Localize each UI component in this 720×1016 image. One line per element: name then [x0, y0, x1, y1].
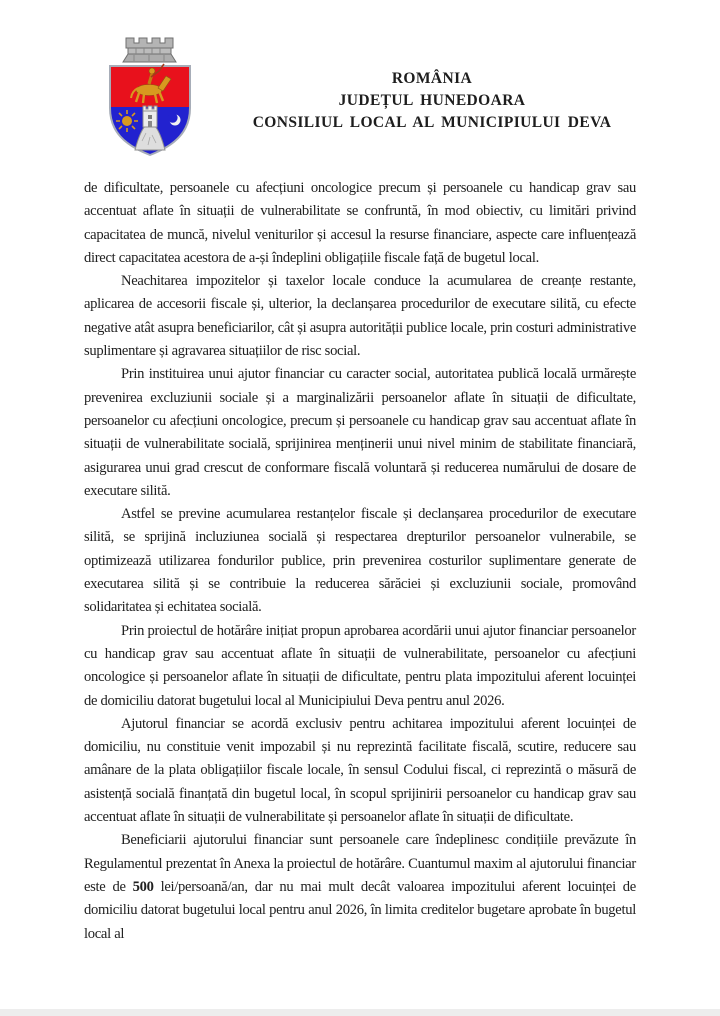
paragraph-text: Beneficiarii ajutorului financiar sunt persoanele care îndeplinesc condițiile prevăzute în Regulamentul prezentat în Anexa la proiectul de hotărâre. Cuantumul maxim al ajutorului financiar este de [84, 832, 636, 895]
deva-coat-of-arms [104, 33, 196, 160]
header-county: JUDEȚUL HUNEDOARA [338, 92, 526, 109]
amount-value: 500 [132, 878, 154, 895]
paragraph: Prin instituirea unui ajutor financiar cu caracter social, autoritatea publică locală urmărește prevenirea excluziunii sociale și a marginalizării persoanelor aflate în situații de dificultate, persoanelor cu afecțiuni oncologice, precum și persoanele cu handicap grav sau accentuat aflate în situații de vulnerabilitate socială, sprijinirea menținerii unui nivel minim de stabilitate financiară, asigurarea unui grad crescut de conformare fiscală voluntară și reducerea numărului de dosare de executare silită. [84, 366, 636, 499]
paragraph [84, 829, 636, 945]
paragraph: Prin proiectul de hotărâre inițiat propun aprobarea acordării unui ajutor financiar persoanelor cu handicap grav sau accentuat aflate în situații de vulnerabilitate, persoanelor cu afecțiuni oncologice și persoanelor aflate în situații de dificultate, pentru plata impozitului aferent locuinței de domiciliu datorat bugetului local al Municipiului Deva pentru anul 2026. [84, 622, 636, 709]
document-body [84, 177, 636, 946]
header-country: ROMÂNIA [391, 70, 473, 87]
sun-icon [116, 110, 138, 132]
paragraph: Ajutorul financiar se acordă exclusiv pentru achitarea impozitului aferent locuinței de domiciliu, nu constituie venit impozabil și nu reprezintă facilitate fiscală, scutire, reducere sau amânare de la plata obligațiilor fiscale locale, în sensul Codului fiscal, ci reprezintă o măsură de asistență socială finanțată din bugetul local, în scopul sprijinirii persoanelor cu handicap grav sau accentuat aflate în situații de vulnerabilitate și persoanelor aflate în situații de dificultate. [84, 715, 636, 826]
paragraph: Neachitarea impozitelor și taxelor locale conduce la acumularea de creanțe restante, aplicarea de accesorii fiscale și, ulterior, la declanșarea procedurilor de executare silită, cu efecte negative atât asupra beneficiarilor, cât și asupra autorității publice locale, prin costuri administrative suplimentare și agravarea situațiilor de risc social. [84, 273, 636, 360]
paragraph: de dificultate, persoanele cu afecțiuni oncologice precum și persoanele cu handicap grav sau accentuat aflate în situații de vulnerabilitate se confruntă, în mod obiectiv, cu limitări privind capacitatea de muncă, nivelul veniturilor și accesul la resurse financiare, aspecte care influențează direct capacitatea acestora de a-și îndeplini obligațiile fiscale față de bugetul local. [84, 180, 636, 266]
page-bottom-edge [0, 1009, 720, 1016]
document-header [212, 68, 652, 134]
coat-of-arms-graphic [104, 33, 196, 160]
paragraph: Astfel se previne acumularea restanțelor fiscale și declanșarea procedurilor de executare silită, se sprijină incluziunea socială și respectarea drepturilor persoanelor vulnerabile, se optimizează utilizarea fondurilor publice, prin prevenirea costurilor suplimentare generate de executarea silită și se contribuie la reducerea sărăciei și excluziunii sociale, promovând solidaritatea și echitatea socială. [84, 506, 636, 616]
paragraph-text: lei/persoană/an, dar nu mai mult decât valoarea impozitului aferent locuinței de domiciliu datorat bugetului local pentru anul 2026, în limita creditelor bugetare aprobate în bugetul local al [84, 878, 636, 942]
mural-crown-icon [123, 38, 176, 62]
header-council: CONSILIUL LOCAL AL MUNICIPIULUI DEVA [252, 114, 612, 131]
